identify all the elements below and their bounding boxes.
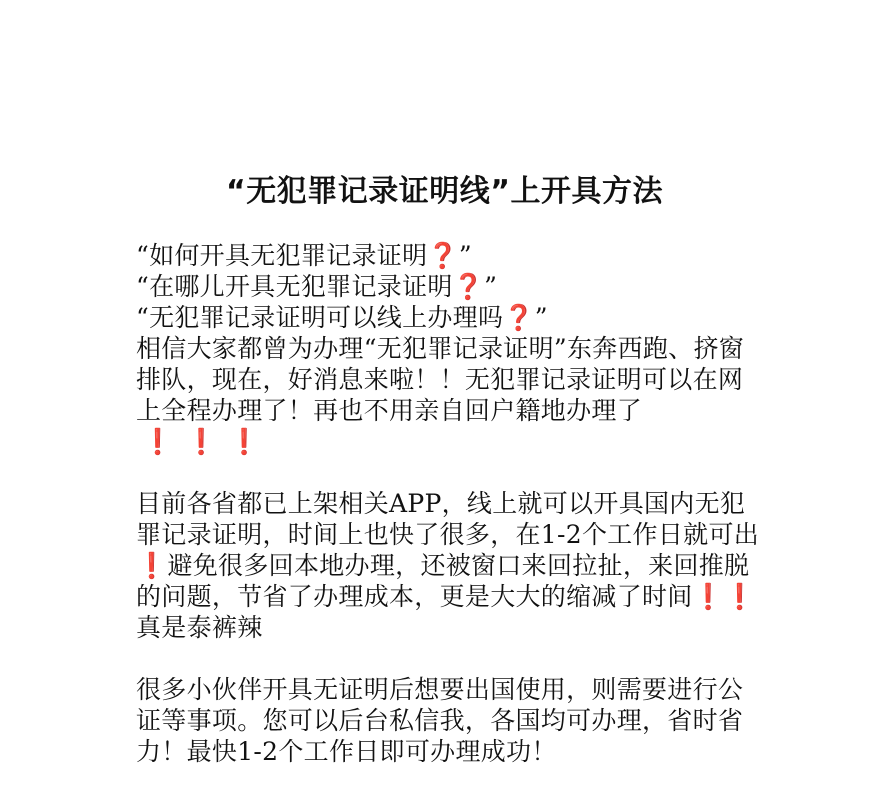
exclamation-icon: ❗ [185,427,217,456]
question-mark-icon: ❓ [427,241,459,270]
exclamation-icon: ❗ [228,427,261,456]
question-close-quote: ” [484,272,498,301]
article-body [136,240,761,767]
app-text-a: 目前各省都已上架相关APP，线上就可以开具国内无犯罪记录证明，时间上也快了很多，在1-2个工作日就可出 [136,489,760,549]
app-paragraph [136,488,761,643]
app-text-b: 避免很多回本地办理，还被窗口来回拉扯，来回推脱的问题，节省了办理成本，更是大大的缩减了时间 [136,551,750,611]
question-line [136,240,761,271]
abroad-text: 很多小伙伴开具无证明后想要出国使用，则需要进行公证等事项。您可以后台私信我，各国均可办理，省时省力！最快1-2个工作日即可办理成功！ [136,675,744,766]
paragraph-spacer [136,643,761,674]
question-mark-icon: ❓ [452,272,485,301]
question-text: “在哪儿开具无犯罪记录证明 [136,272,453,301]
abroad-paragraph [136,674,761,767]
intro-text: 相信大家都曾为办理“无犯罪记录证明”东奔西跑、挤窗排队，现在，好消息来啦！！无犯罪记录证明可以在网上全程办理了！再也不用亲自回户籍地办理了 [136,334,745,425]
intro-paragraph [136,333,761,457]
exclamation-icon: ❗ [142,427,174,456]
question-line [136,302,761,333]
question-line [136,271,761,302]
exclamation-icon: ❗ [136,551,168,580]
question-close-quote: ” [534,303,548,332]
paragraph-spacer [136,457,761,488]
exclamation-icon: ❗ [692,582,725,611]
question-mark-icon: ❓ [503,303,535,332]
question-text: “无犯罪记录证明可以线上办理吗 [136,303,504,332]
exclamation-icon: ❗ [724,582,756,611]
article-title: “无犯罪记录证明线”上开具方法 [226,174,663,209]
question-text: “如何开具无犯罪记录证明 [136,241,428,270]
app-text-c: 真是泰裤辣 [136,613,263,642]
question-close-quote: ” [458,241,472,270]
